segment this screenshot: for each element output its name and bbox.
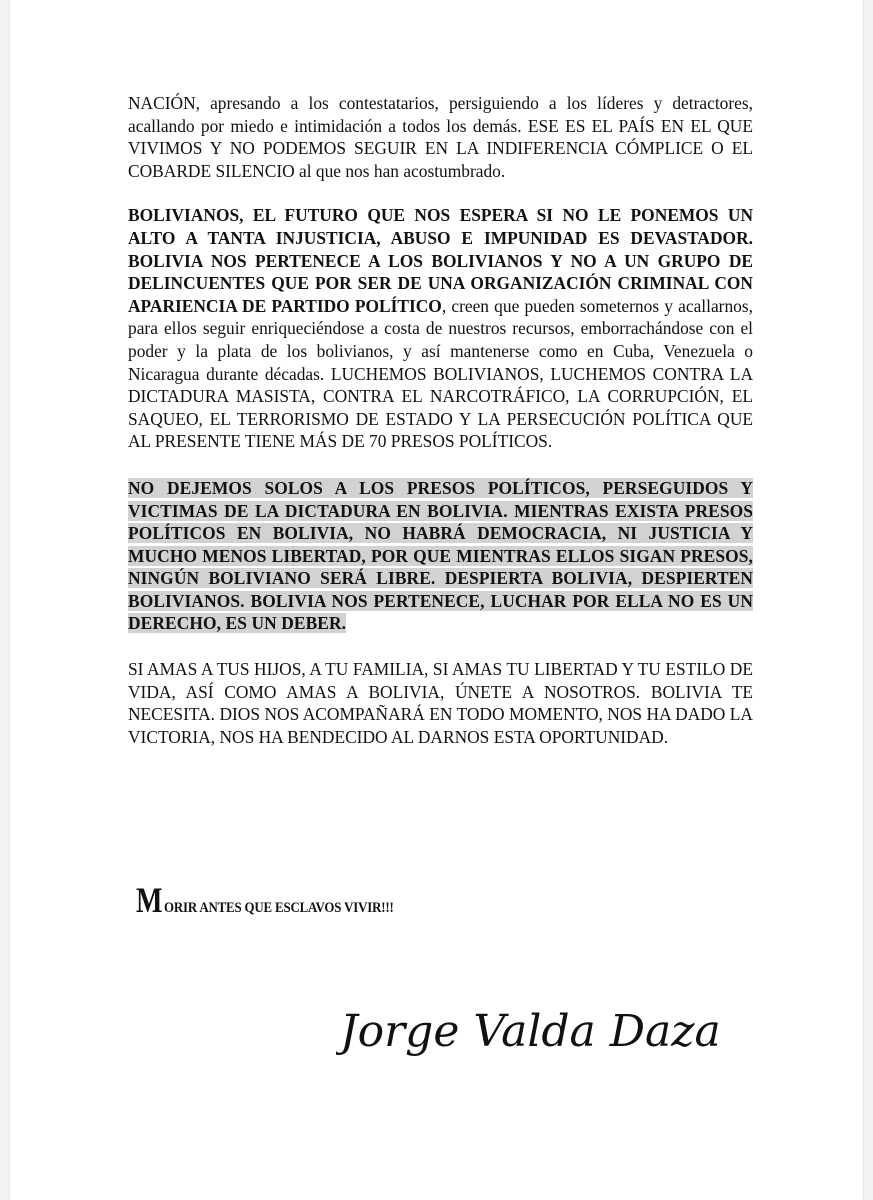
highlighted-text: NO DEJEMOS SOLOS A LOS PRESOS POLÍTICOS, PERSEGUIDOS Y VICTIMAS DE LA DICTADURA EN BOLIVIA. MIENTRAS EXISTA PRESOS POLÍTICOS EN BOLIVIA, NO HABRÁ DEMOCRACIA, NI JUSTICIA Y MUCHO MENOS LIBERTAD, POR QUE MIENTRAS ELLOS SIGAN PRESOS, NINGÚN BOLIVIANO SERÁ LIBRE. DESPIERTA BOLIVIA, DESPIERTEN BOLIVIANOS. BOLIVIA NOS PERTENECE, LUCHAR POR ELLA NO ES UN DERECHO, ES UN DEBER. (128, 477, 753, 634)
signature-name: Jorge Valda Daza (340, 1006, 721, 1057)
letter-body (128, 92, 753, 748)
motto-initial: M (136, 880, 163, 920)
paragraph-2-continuation: , creen que pueden someternos y acallarnos, para ellos seguir enriqueciéndose a costa de nuestros recursos, emborrachándose con el poder y la plata de los bolivianos, y así mantenerse como en Cuba, Venezuela o Nicaragua durante décadas. LUCHEMOS BOLIVIANOS, LUCHEMOS CONTRA LA DICTADURA MASISTA, CONTRA EL NARCOTRÁFICO, LA CORRUPCIÓN, EL SAQUEO, EL TERRORISMO DE ESTADO Y LA PERSECUCIÓN POLÍTICA QUE AL PRESENTE TIENE MÁS DE 70 PRESOS POLÍTICOS. (128, 295, 753, 452)
motto-text: ORIR ANTES QUE ESCLAVOS VIVIR!!! (163, 900, 394, 916)
paragraph-2-bold-lead: BOLIVIANOS, EL FUTURO QUE NOS ESPERA SI NO LE PONEMOS UN ALTO A TANTA INJUSTICIA, ABUSO E IMPUNIDAD ES DEVASTADOR. BOLIVIA NOS PERTENECE A LOS BOLIVIANOS Y NO A UN GRUPO DE DELINCUENTES QUE POR SER DE UNA ORGANIZACIÓN CRIMINAL CON APARIENCIA DE PARTIDO POLÍTICO (128, 205, 753, 316)
motto (136, 882, 431, 918)
paragraph-3-highlighted (128, 477, 753, 635)
paragraph-2 (128, 204, 753, 453)
paragraph-1: NACIÓN, apresando a los contestatarios, persiguiendo a los líderes y detractores, acallando por miedo e intimidación a todos los demás. ESE ES EL PAÍS EN EL QUE VIVIMOS Y NO PODEMOS SEGUIR EN LA INDIFERENCIA CÓMPLICE O EL COBARDE SILENCIO al que nos han acostumbrado. (128, 93, 753, 181)
paragraph-4: SI AMAS A TUS HIJOS, A TU FAMILIA, SI AMAS TU LIBERTAD Y TU ESTILO DE VIDA, ASÍ COMO AMAS A BOLIVIA, ÚNETE A NOSOTROS. BOLIVIA TE NECESITA. DIOS NOS ACOMPAÑARÁ EN TODO MOMENTO, NOS HA DADO LA VICTORIA, NOS HA BENDECIDO AL DARNOS ESTA OPORTUNIDAD. (128, 659, 753, 747)
document-page (10, 0, 863, 1200)
signature (336, 990, 736, 1070)
